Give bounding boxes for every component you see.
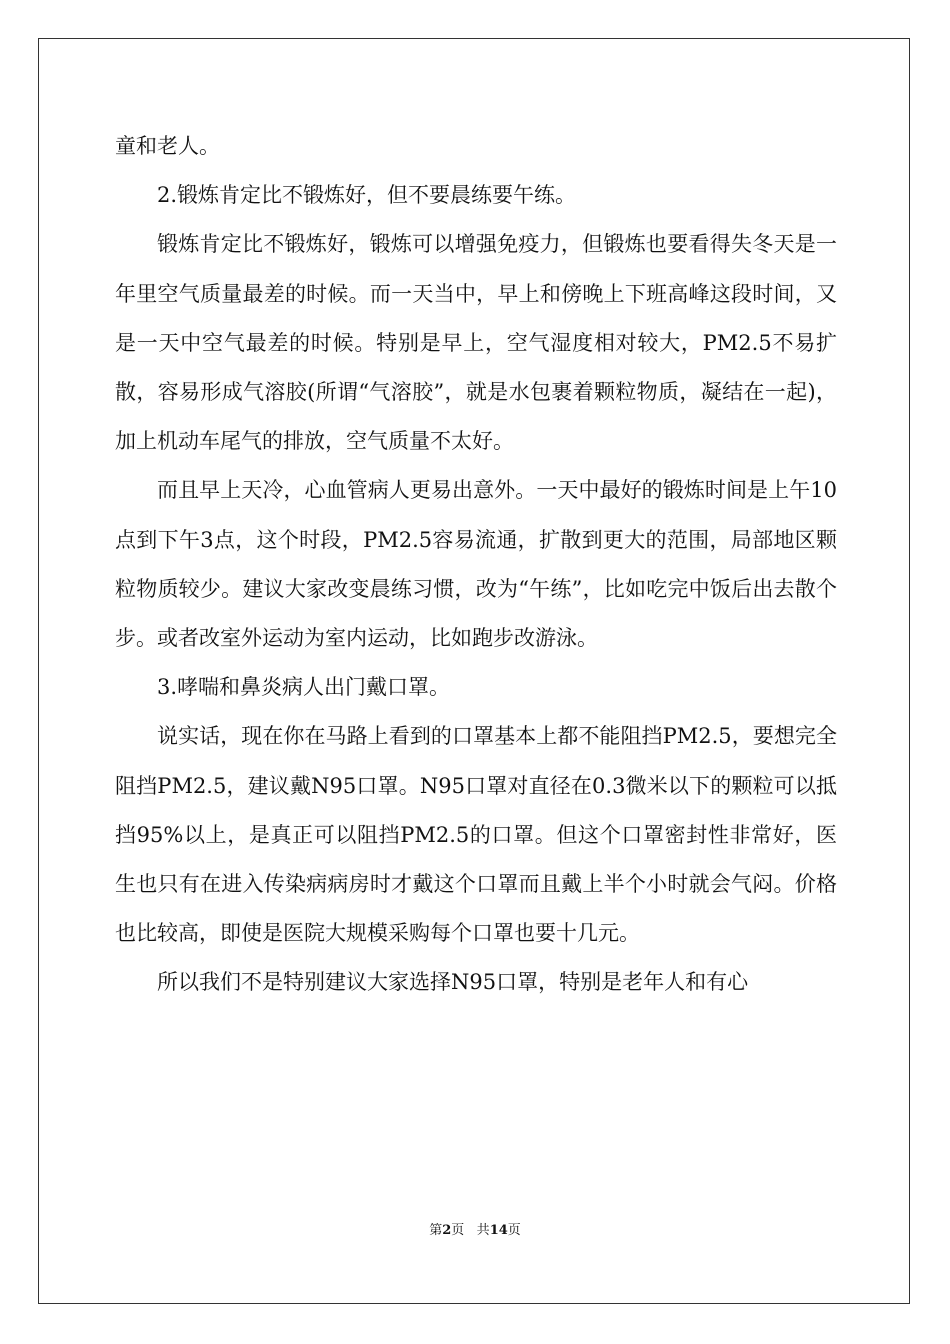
total-prefix: 共 bbox=[476, 1223, 490, 1238]
paragraph-5: 3.哮喘和鼻炎病人出门戴口罩。 bbox=[157, 675, 451, 700]
document-body bbox=[115, 122, 837, 1008]
paragraph-7: 所以我们不是特别建议大家选择N95口罩，特别是老年人和有心 bbox=[157, 970, 749, 995]
paragraph-4: 而且早上天冷，心血管病人更易出意外。一天中最好的锻炼时间是上午10点到下午3点，这个时段，PM2.5容易流通，扩散到更大的范围，局部地区颗粒物质较少。建议大家改变晨练习惯，改为“午练”，比如吃完中饭后出去散个步。或者改室外运动为室内运动，比如跑步改游泳。 bbox=[115, 478, 837, 651]
paragraph-6: 说实话，现在你在马路上看到的口罩基本上都不能阻挡PM2.5，要想完全阻挡PM2.5，建议戴N95口罩。N95口罩对直径在0.3微米以下的颗粒可以抵挡95%以上，是真正可以阻挡PM2.5的口罩。但这个口罩密封性非常好，医生也只有在进入传染病病房时才戴这个口罩而且戴上半个小时就会气闷。价格也比较高，即使是医院大规模采购每个口罩也要十几元。 bbox=[115, 724, 837, 946]
page-suffix: 页 bbox=[451, 1223, 465, 1238]
paragraph-2: 2.锻炼肯定比不锻炼好，但不要晨练要午练。 bbox=[157, 183, 577, 208]
paragraph-1: 童和老人。 bbox=[115, 134, 220, 158]
paragraph-3: 锻炼肯定比不锻炼好，锻炼可以增强免疫力，但锻炼也要看得失冬天是一年里空气质量最差的时候。而一天当中，早上和傍晚上下班高峰这段时间，又是一天中空气最差的时候。特别是早上，空气湿度相对较大，PM2.5不易扩散，容易形成气溶胶(所谓“气溶胶”，就是水包裹着颗粒物质，凝结在一起)，加上机动车尾气的排放，空气质量不太好。 bbox=[115, 232, 837, 454]
page-footer bbox=[0, 1219, 950, 1238]
page-prefix: 第 bbox=[429, 1223, 443, 1238]
total-suffix: 页 bbox=[507, 1223, 521, 1238]
total-pages: 14 bbox=[489, 1223, 508, 1238]
page-number: 2 bbox=[442, 1223, 452, 1238]
